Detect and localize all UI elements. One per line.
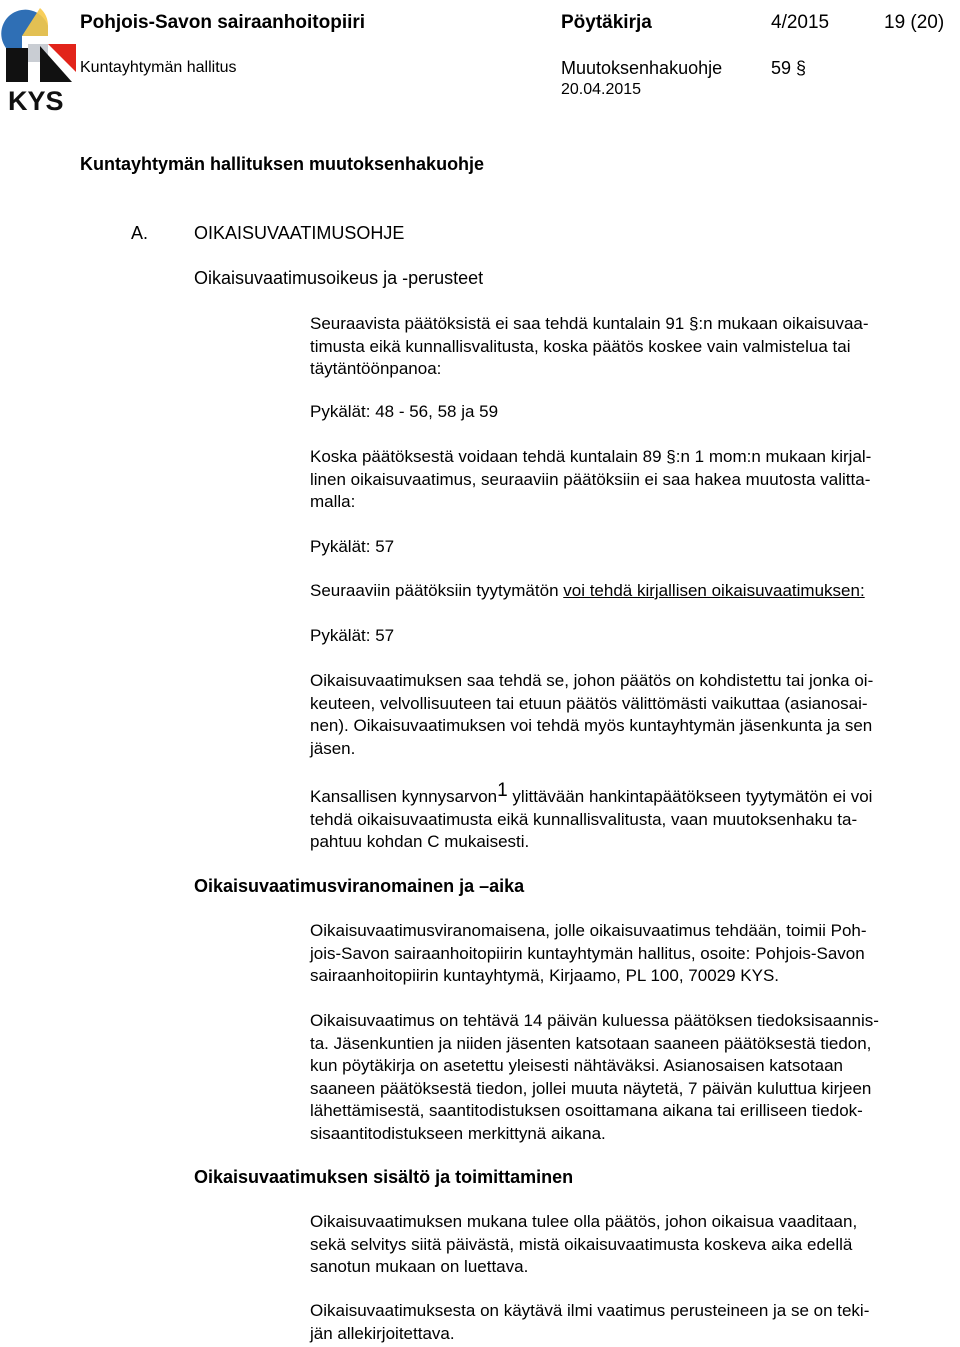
section-list: Pykälät: 57 <box>310 537 395 556</box>
subsection-heading: Oikaisuvaatimusviranomainen ja –aika <box>194 876 525 896</box>
text-line: saaneen päätöksestä tiedon, jollei muuta näytetä, 7 päivän kuluttua kirjeen <box>310 1078 872 1098</box>
text-underlined: voi tehdä kirjallisen oikaisuvaatimuksen: <box>563 581 865 600</box>
paragraph <box>310 1010 955 1145</box>
text-plain: Seuraaviin päätöksiin tyytymätön <box>310 581 564 600</box>
text-line: jäsen. <box>310 738 356 758</box>
text-line: keuteen, velvollisuuteen tai etuun päätös välittömästi vaikuttaa (asianosai- <box>310 693 868 713</box>
section-letter: A. <box>131 223 149 243</box>
text-line <box>310 780 955 809</box>
text-line: sekä selvitys siitä päivästä, mistä oikaisuvaatimusta koskeva aika edellä <box>310 1234 853 1254</box>
paragraph <box>310 580 955 603</box>
text-line: sairaanhoitopiirin kuntayhtymä, Kirjaamo, PL 100, 70029 KYS. <box>310 966 780 985</box>
paragraph <box>310 780 955 854</box>
paragraph <box>310 446 955 514</box>
kys-logo <box>0 0 80 115</box>
paragraph <box>310 920 955 988</box>
section-number: 59 § <box>771 58 807 78</box>
text-line: Oikaisuvaatimusviranomaisena, jolle oikaisuvaatimus tehdään, toimii Poh- <box>310 921 867 940</box>
section-heading: OIKAISUVAATIMUSOHJE <box>194 223 405 243</box>
text-line: sanotun mukaan on luettava. <box>310 1257 529 1276</box>
footnote-marker: 1 <box>497 780 508 801</box>
section-list: Pykälät: 48 - 56, 58 ja 59 <box>310 402 499 421</box>
governing-body: Kuntayhtymän hallitus <box>80 59 237 76</box>
paragraph <box>310 1300 955 1345</box>
text-line: nen). Oikaisuvaatimuksen voi tehdä myös kuntayhtymän jäsenkunta ja sen <box>310 716 873 735</box>
text-line: Oikaisuvaatimuksen mukana tulee olla päätös, johon oikaisua vaaditaan, <box>310 1212 858 1231</box>
text-plain: ylittävään hankintapäätökseen tyytymätön ei voi <box>507 787 873 806</box>
text-line: pahtuu kohdan C mukaisesti. <box>310 832 530 851</box>
text-line: Oikaisuvaatimuksen saa tehdä se, johon päätös on kohdistettu tai jonka oi- <box>310 671 874 690</box>
text-line: jois-Savon sairaanhoitopiirin kuntayhtymän hallitus, osoite: Pohjois-Savon <box>310 943 865 963</box>
text-line: lähettämisestä, saantitodistuksen osoittamana aikana tai erilliseen tiedok- <box>310 1101 863 1120</box>
text-line: Oikaisuvaatimus on tehtävä 14 päivän kuluessa päätöksen tiedoksisaannis- <box>310 1011 879 1030</box>
text-line: Koska päätöksestä voidaan tehdä kuntalain 89 §:n 1 mom:n mukaan kirjal- <box>310 447 872 466</box>
appendix-title: Muutoksenhakuohje <box>561 58 723 78</box>
text-plain: Kansallisen kynnysarvon <box>310 787 498 806</box>
text-line: täytäntöönpanoa: <box>310 359 442 378</box>
page-number: 19 (20) <box>884 12 945 33</box>
text-line: tehdä oikaisuvaatimusta eikä kunnallisvalitusta, vaan muutoksenhaku ta- <box>310 809 858 829</box>
text-line: jän allekirjoitettava. <box>310 1323 455 1343</box>
paragraph <box>310 670 955 760</box>
section-list: Pykälät: 57 <box>310 626 395 645</box>
org-name: Pohjois-Savon sairaanhoitopiiri <box>80 12 366 33</box>
text-line: ta. Jäsenkuntien ja niiden jäsenten katsotaan saaneen päätöksestä tiedon, <box>310 1033 872 1053</box>
text-line: sisaantitodistukseen merkittynä aikana. <box>310 1123 606 1143</box>
document-number: 4/2015 <box>771 12 830 33</box>
text-line: Seuraavista päätöksistä ei saa tehdä kuntalain 91 §:n mukaan oikaisuvaa- <box>310 314 869 333</box>
text-line: linen oikaisuvaatimus, seuraaviin päätöksiin ei saa hakea muutosta valitta- <box>310 469 871 489</box>
kys-logo-mark <box>0 0 80 115</box>
subsection-heading: Oikaisuvaatimusoikeus ja -perusteet <box>194 268 484 288</box>
logo-text: KYS <box>8 86 64 115</box>
paragraph <box>310 1211 955 1279</box>
text-line: kun pöytäkirja on asetettu yleisesti nähtäväksi. Asianosaisen katsotaan <box>310 1056 843 1075</box>
text-line: malla: <box>310 492 356 511</box>
meeting-date: 20.04.2015 <box>561 81 642 98</box>
text-line: Oikaisuvaatimuksesta on käytävä ilmi vaatimus perusteineen ja se on teki- <box>310 1301 870 1320</box>
document-type: Pöytäkirja <box>561 12 652 33</box>
subsection-heading: Oikaisuvaatimuksen sisältö ja toimittaminen <box>194 1167 574 1187</box>
paragraph <box>310 313 955 381</box>
text-line: timusta eikä kunnallisvalitusta, koska päätös koskee vain valmistelua tai <box>310 336 851 356</box>
document-title: Kuntayhtymän hallituksen muutoksenhakuohje <box>80 154 485 174</box>
